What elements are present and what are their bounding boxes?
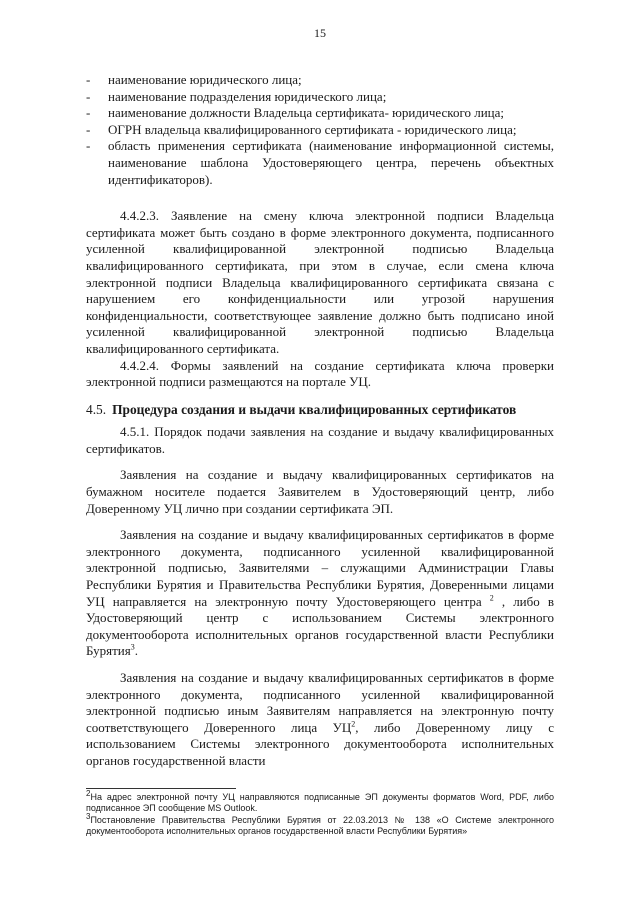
paragraph-electronic-application-2: Заявления на создание и выдачу квалифицированных сертификатов в форме электронного документа, подписанного усиленной квалифицированной электронной подписью иным Заявителям направляется на электронную почту соответствующего Доверенного лица $УЦ^2$, либо Доверенному лицу с использованием Системы электронного документооборота исполнительных органов государственной власти — [86, 670, 554, 768]
paragraph-4-4-2-3: 4.4.2.3. Заявление на смену ключа электронной подписи Владельца сертификата может быть создано в форме электронного документа, подписанного усиленной квалифицированной электронной подписью Владельца квалифицированного сертификата, при этом в случае, если смена ключа электронной подписи Владельца квалифицированного сертификата связана с нарушением его конфиденциальности или угрозой нарушения конфиденциальности, соответствующее заявление должно быть подписано иной усиленной квалифицированной электронной подписью Владельца квалифицированного сертификата. — [86, 208, 554, 356]
bullet-dash: - — [86, 88, 91, 104]
list-item: - область применения сертификата (наименование информационной системы, наименование шаблона Удостоверяющего центра, перечень объектных идентификаторов). — [86, 138, 554, 187]
page-number: 15 — [314, 26, 326, 40]
footnotes — [86, 789, 554, 838]
bullet-dash: - — [86, 138, 91, 154]
bullet-dash: - — [86, 121, 91, 137]
paragraph-4-5-1: 4.5.1. Порядок подачи заявления на создание и выдачу квалифицированных сертификатов. — [86, 424, 554, 456]
list-item: - наименование юридического лица; — [86, 72, 302, 87]
section-heading — [86, 402, 554, 419]
paragraph-electronic-application-1: Заявления на создание и выдачу квалифицированных сертификатов в форме электронного документа, подписанного усиленной квалифицированной электронной подписью, Заявителями – служащими Администрации Главы Республики Бурятия и Правительства Республики Бурятия, Доверенными лицами УЦ направляется на электронную почту Удостоверяющего центра $^2$ , либо в Удостоверяющий центр с использованием Системы электронного документооборота исполнительных органов государственной власти Республики Бурятия$^3$. — [86, 527, 555, 659]
section-number: 4.5. — [86, 401, 107, 417]
footnote-ref: 3 — [130, 643, 135, 653]
document-body — [86, 72, 554, 770]
footnote-ref: 2 — [351, 719, 356, 729]
section-title: Процедура создания и выдачи квалифицированных сертификатов — [112, 401, 517, 417]
footnote: $^3$Постановление Правительства Республики Бурятия от 22.03.2013 № 138 «О Системе электронного документооборота исполнительных органов государственной власти Республики Бурятия» — [86, 811, 554, 837]
footnote-divider — [86, 788, 236, 789]
list-item: - наименование подразделения юридического лица; — [86, 88, 387, 104]
footnote: $^2$На адрес электронной почту УЦ направляются подписанные ЭП документы форматов Word, PDF, либо подписанное ЭП сообщение MS Outlook. — [86, 789, 554, 814]
certificate-fields-list — [86, 72, 554, 188]
list-item: - ОГРН владельца квалифицированного сертификата - юридического лица; — [86, 121, 517, 137]
paragraph-4-4-2-4: 4.4.2.4. Формы заявлений на создание сертификата ключа проверки электронной подписи размещаются на портале УЦ. — [86, 357, 554, 390]
bullet-dash: - — [86, 105, 91, 121]
footnote-ref: 2 — [489, 593, 494, 603]
list-item: - наименование должности Владельца сертификата- юридического лица; — [86, 105, 504, 121]
bullet-dash: - — [86, 72, 91, 87]
paragraph-paper-application: Заявления на создание и выдачу квалифицированных сертификатов на бумажном носителе подается Заявителем в Удостоверяющий центр, либо Доверенному УЦ лично при создании сертификата ЭП. — [86, 467, 554, 516]
